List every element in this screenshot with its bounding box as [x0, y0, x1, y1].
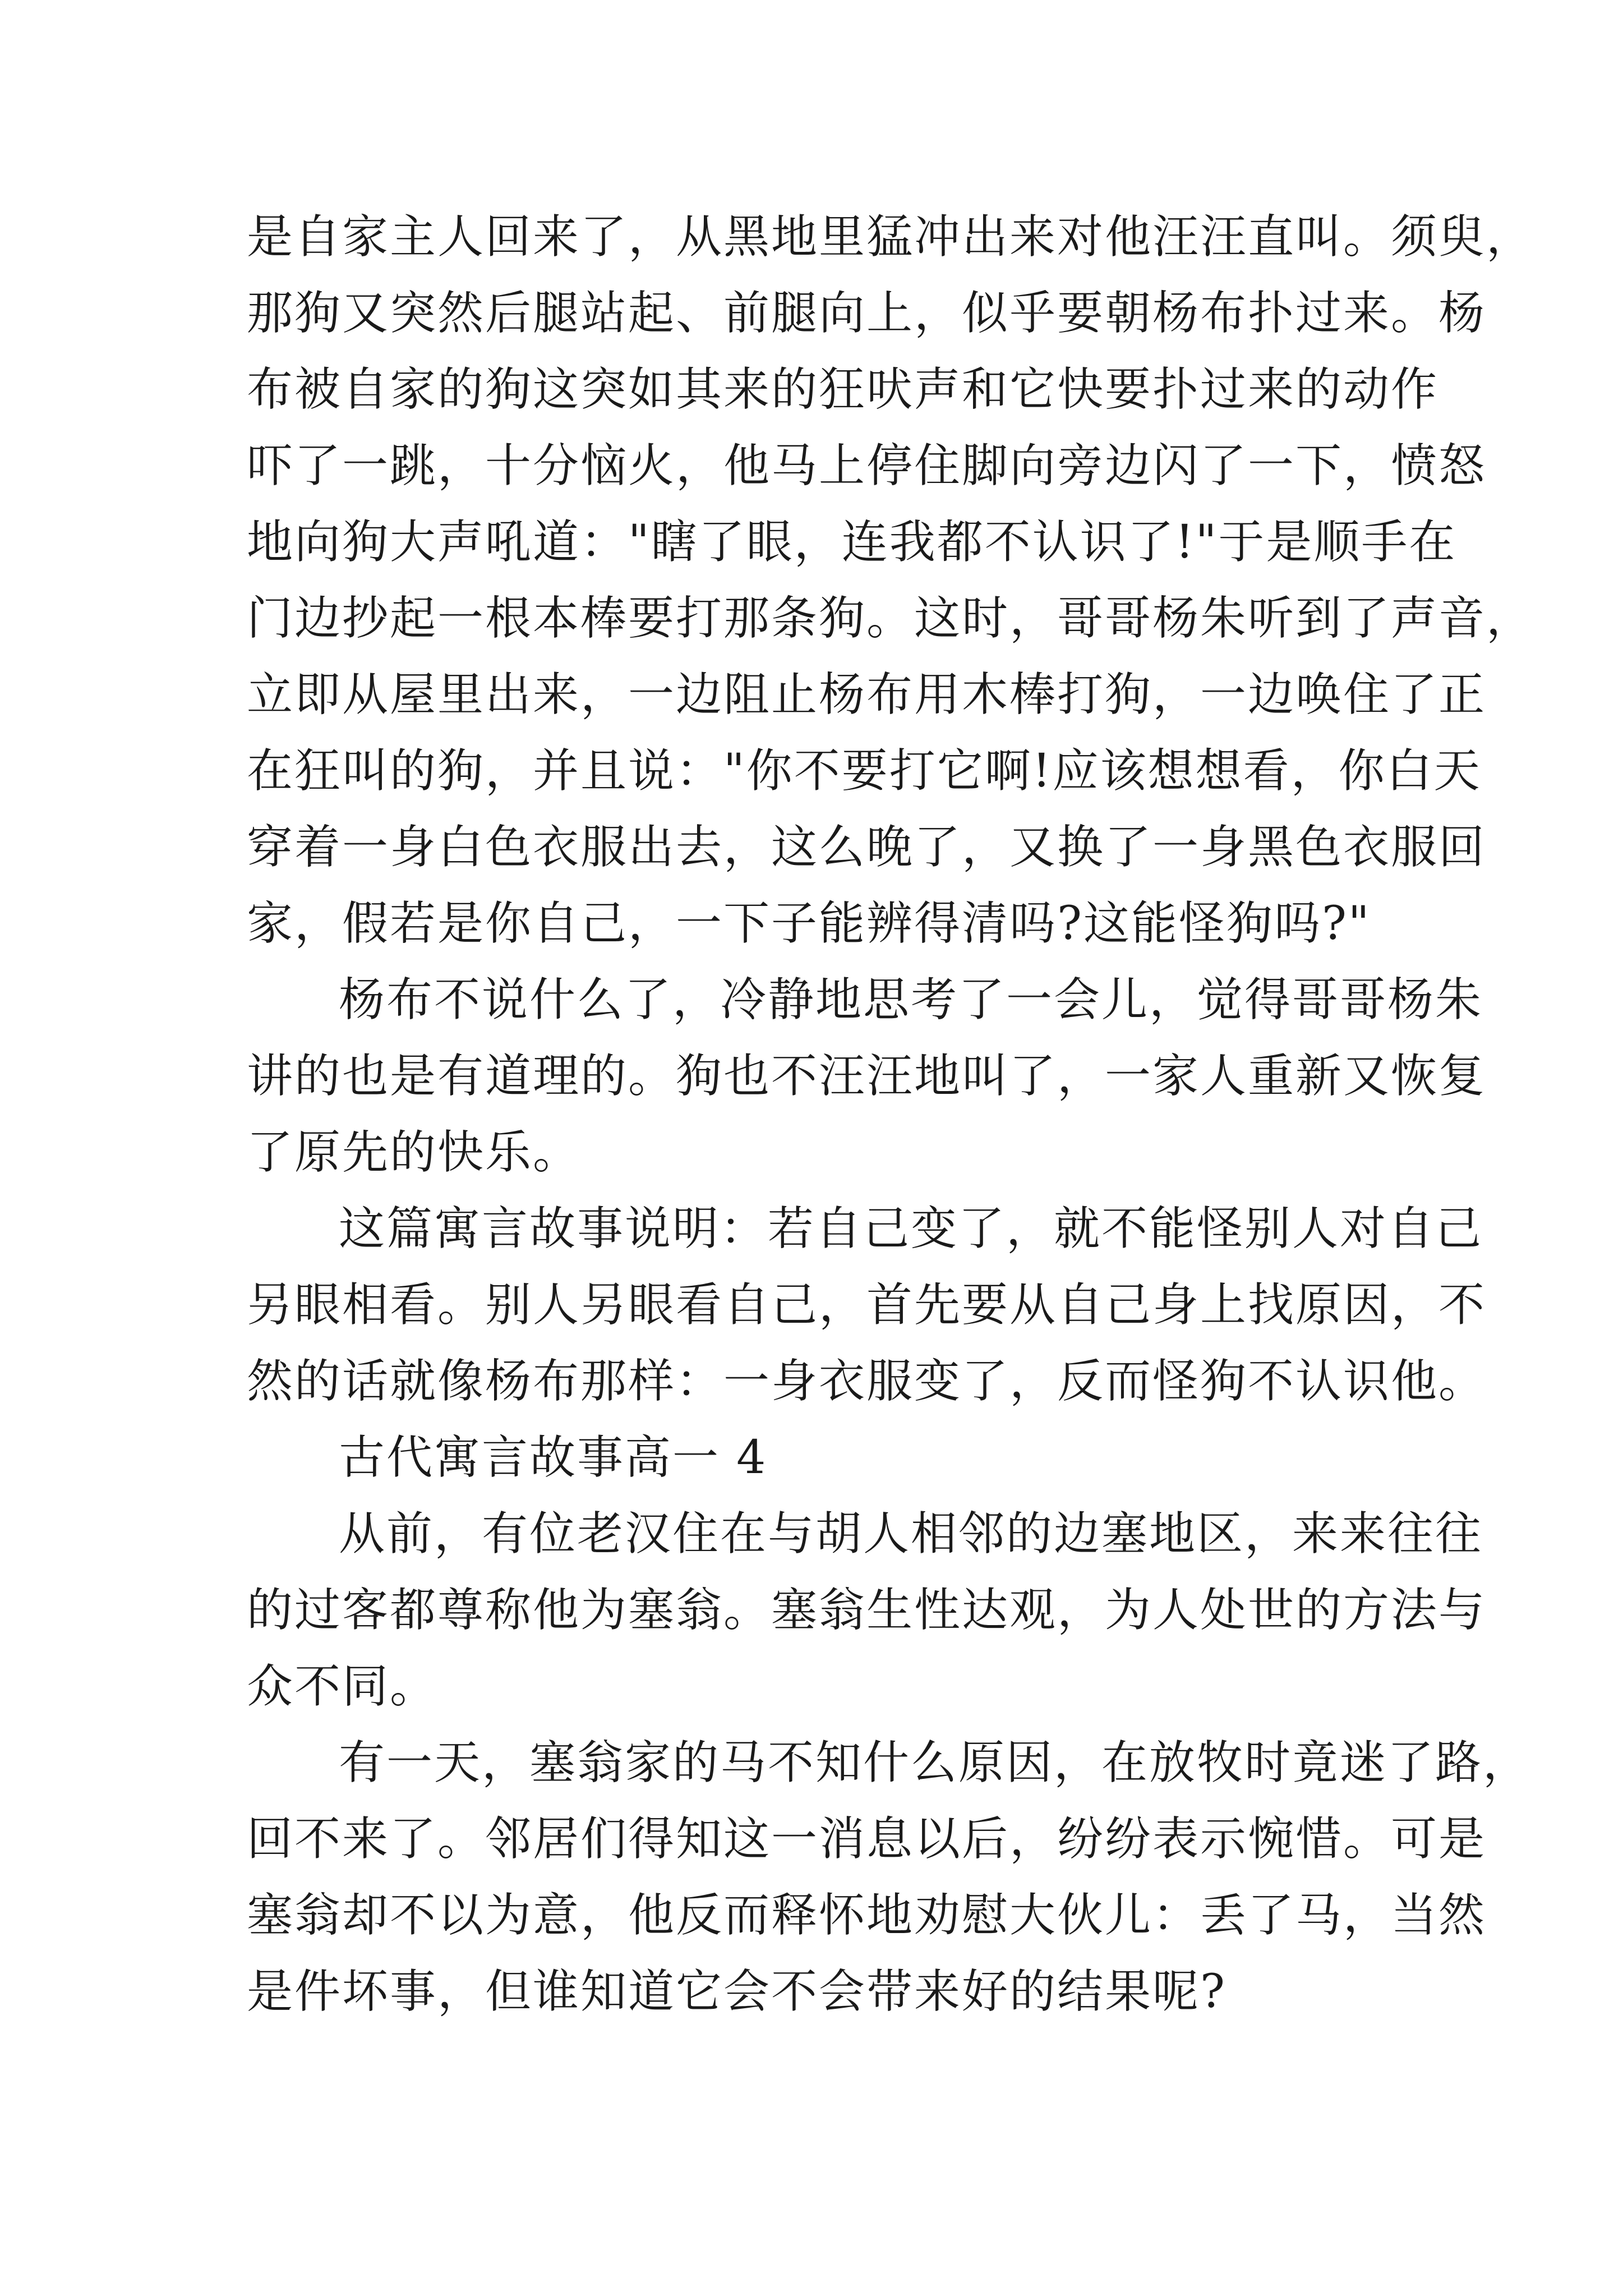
text-line: 了原先的快乐。: [247, 1126, 581, 1179]
text-line: 那狗又突然后腿站起、前腿向上，似乎要朝杨布扑过来。杨: [247, 287, 1487, 340]
text-line: 在狂叫的狗，并且说："你不要打它啊!应该想想看，你白天: [247, 744, 1482, 798]
paragraph-first-line: 这篇寓言故事说明：若自己变了，就不能怪别人对自己: [339, 1202, 1483, 1255]
text-line: 地向狗大声吼道："瞎了眼，连我都不认识了!"于是顺手在: [247, 516, 1457, 569]
text-line: 是件坏事，但谁知道它会不会带来好的结果呢?: [247, 1965, 1227, 2018]
paragraph-first-line: 从前，有位老汉住在与胡人相邻的边塞地区，来来往往: [339, 1507, 1483, 1561]
text-line: 门边抄起一根本棒要打那条狗。这时，哥哥杨朱听到了声音，: [247, 592, 1534, 645]
text-line: 的过客都尊称他为塞翁。塞翁生性达观，为人处世的方法与: [247, 1584, 1487, 1637]
text-line: 是自家主人回来了，从黑地里猛冲出来对他汪汪直叫。须臾，: [247, 210, 1534, 264]
text-line: 回不来了。邻居们得知这一消息以后，纷纷表示惋惜。可是: [247, 1812, 1487, 1866]
text-line: 立即从屋里出来，一边阻止杨布用木棒打狗，一边唤住了正: [247, 668, 1487, 721]
text-line: 吓了一跳，十分恼火，他马上停住脚向旁边闪了一下，愤怒: [247, 439, 1487, 493]
paragraph-first-line: 杨布不说什么了，冷静地思考了一会儿，觉得哥哥杨朱: [339, 973, 1483, 1027]
text-line: 然的话就像杨布那样：一身衣服变了，反而怪狗不认识他。: [247, 1355, 1487, 1408]
text-line: 布被自家的狗这突如其来的狂吠声和它快要扑过来的动作: [247, 363, 1439, 416]
section-heading: 古代寓言故事高一 4: [339, 1431, 768, 1484]
text-line: 另眼相看。别人另眼看自己，首先要从自己身上找原因，不: [247, 1278, 1487, 1332]
document-body: [247, 199, 1534, 2030]
text-line: 家，假若是你自己，一下子能辨得清吗?这能怪狗吗?": [247, 897, 1371, 950]
text-line: 塞翁却不以为意，他反而释怀地劝慰大伙儿：丢了马，当然: [247, 1889, 1487, 1942]
text-line: 穿着一身白色衣服出去，这么晚了，又换了一身黑色衣服回: [247, 821, 1487, 874]
text-line: 讲的也是有道理的。狗也不汪汪地叫了，一家人重新又恢复: [247, 1050, 1487, 1103]
text-line: 众不同。: [247, 1660, 438, 1713]
paragraph-first-line: 有一天，塞翁家的马不知什么原因，在放牧时竟迷了路，: [339, 1736, 1531, 1789]
